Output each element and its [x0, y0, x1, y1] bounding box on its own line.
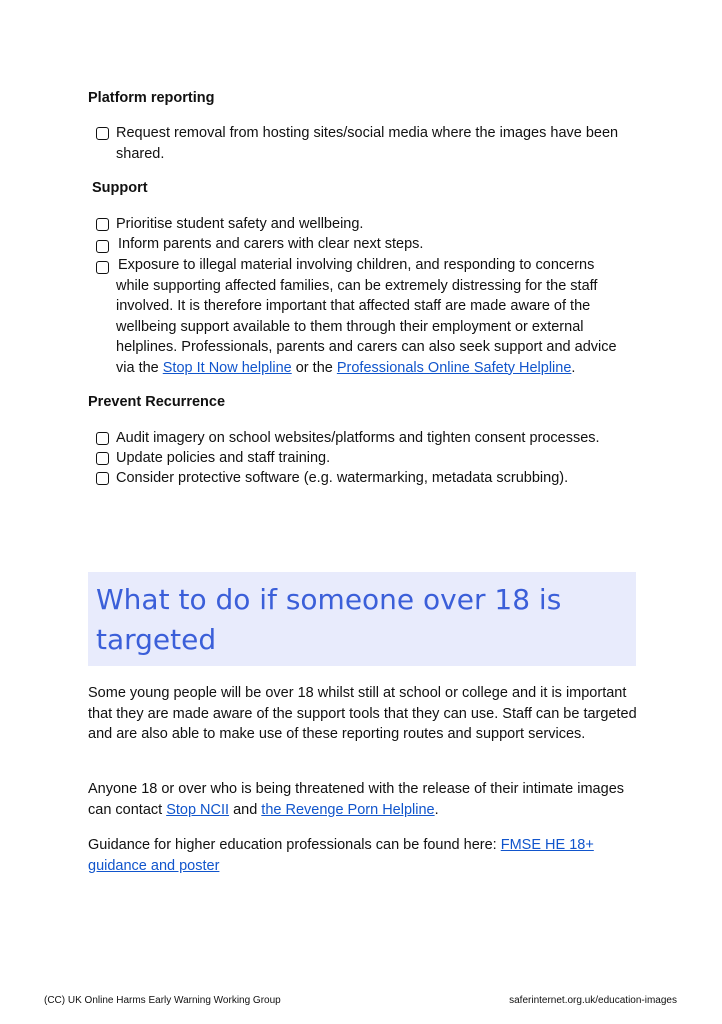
prevent-recurrence-heading: Prevent Recurrence [88, 394, 226, 410]
contact-text: Anyone 18 or over who is being threatened with the release of their intimate images can contact [88, 781, 625, 818]
platform-reporting-heading: Platform reporting [88, 90, 215, 106]
revenge-porn-helpline-link[interactable]: the Revenge Porn Helpline [261, 801, 435, 818]
professionals-online-safety-helpline-link[interactable]: Professionals Online Safety Helpline [336, 359, 572, 376]
checkbox[interactable] [96, 261, 109, 274]
checklist-item-text: Prioritise student safety and wellbeing. [116, 216, 364, 232]
support-text-end: . [571, 359, 576, 376]
checkbox[interactable] [96, 240, 109, 253]
guidance-paragraph [88, 835, 648, 876]
checkbox[interactable] [96, 218, 109, 231]
support-text-middle: or the [291, 359, 337, 376]
contact-text-end: . [434, 801, 439, 818]
support-heading: Support [92, 180, 148, 196]
checkbox[interactable] [96, 452, 109, 465]
support-text: Exposure to illegal material involving children, and responding to concerns while supporting affected families, can be extremely distressing for the staff involved. It is therefore important that affected staff are made aware of the wellbeing support available to them through their employment or external helplines. Professionals, parents and carers can also seek support and advice via the [116, 257, 617, 376]
checkbox[interactable] [96, 472, 109, 485]
contact-text-middle: and [229, 801, 262, 818]
checkbox[interactable] [96, 432, 109, 445]
footer-url: saferinternet.org.uk/education-images [509, 995, 677, 1006]
guidance-text: Guidance for higher education professionals can be found here: [88, 837, 501, 853]
contact-paragraph [88, 779, 648, 820]
checklist-item-text [116, 255, 631, 378]
intro-paragraph: Some young people will be over 18 whilst still at school or college and it is important that they are made aware of the support tools that they can use. Staff can be targeted and are also able to make use of these reporting routes and support services. [88, 685, 637, 742]
checklist-item-text: Consider protective software (e.g. watermarking, metadata scrubbing). [116, 470, 569, 486]
stop-ncii-link[interactable]: Stop NCII [166, 801, 230, 818]
fmse-guidance-link[interactable]: FMSE HE 18+ guidance and poster [88, 837, 594, 874]
checklist-item-text: Request removal from hosting sites/social media where the images have been shared. [116, 125, 619, 162]
checklist-item-text: Update policies and staff training. [116, 450, 331, 466]
section-title: What to do if someone over 18 is targeted [96, 583, 562, 656]
footer-credit: (CC) UK Online Harms Early Warning Working Group [44, 995, 281, 1006]
stop-it-now-link[interactable]: Stop It Now helpline [162, 359, 292, 376]
checklist-item-text: Inform parents and carers with clear next steps. [118, 236, 424, 252]
section-banner [88, 572, 636, 666]
checkbox[interactable] [96, 127, 109, 140]
checklist-item-text: Audit imagery on school websites/platforms and tighten consent processes. [116, 430, 600, 446]
